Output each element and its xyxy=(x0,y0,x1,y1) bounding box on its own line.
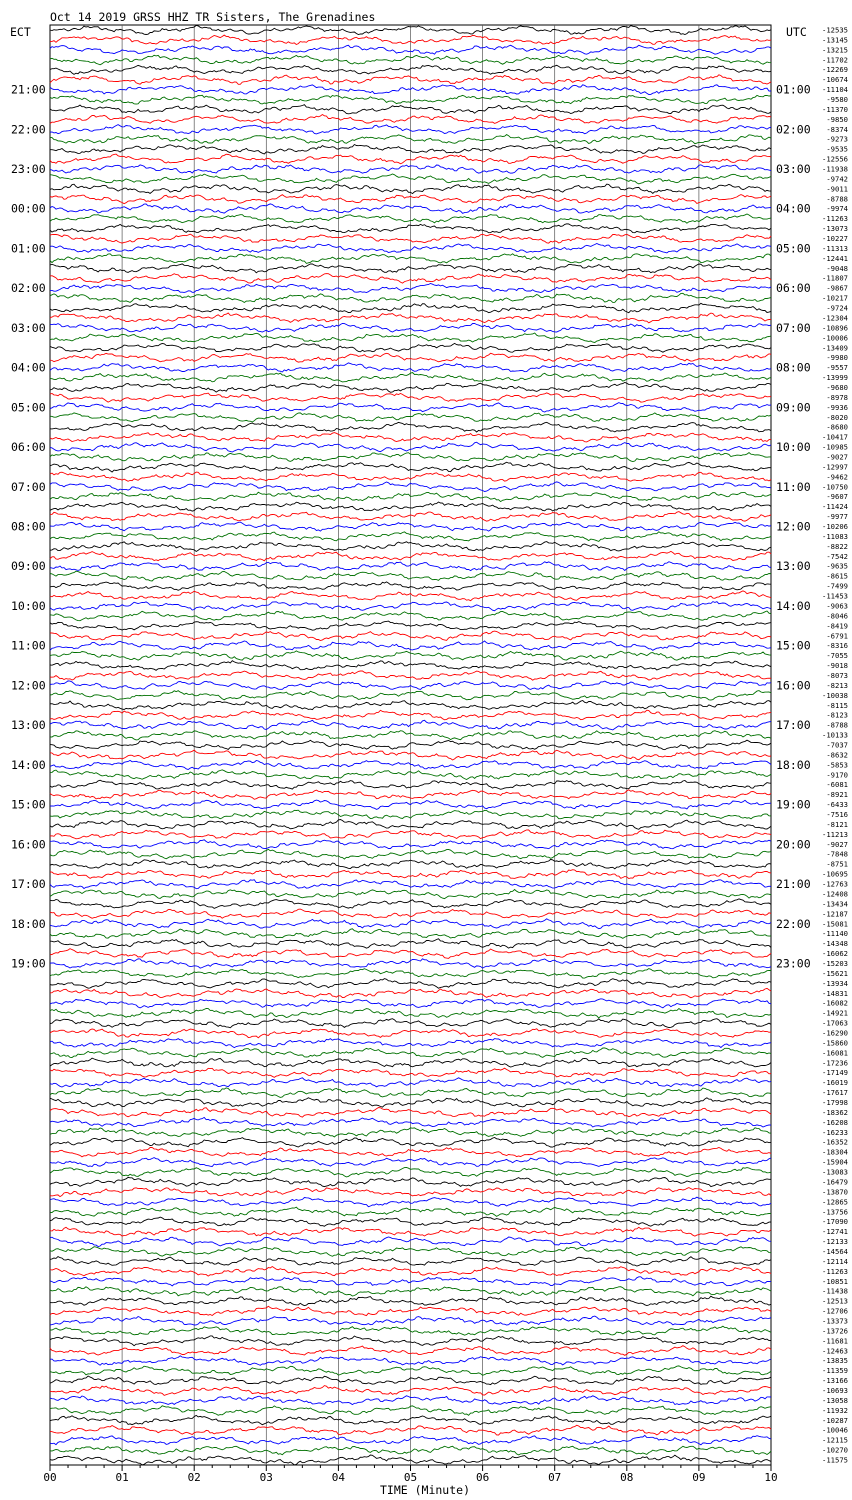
row-value-label: -12441 xyxy=(822,253,848,263)
row-value-label: -16233 xyxy=(822,1127,848,1137)
x-tick-label: 00 xyxy=(43,1471,57,1484)
row-value-label: -8020 xyxy=(826,412,848,422)
row-value-label: -11104 xyxy=(822,85,848,95)
left-time-label: 23:00 xyxy=(11,162,46,176)
row-value-label: -12304 xyxy=(822,313,848,323)
row-value-label: -16082 xyxy=(822,998,848,1008)
row-value-label: -8680 xyxy=(826,422,848,432)
row-value-label: -8374 xyxy=(826,124,848,134)
row-value-label: -13934 xyxy=(822,978,848,988)
row-value-label: -17617 xyxy=(822,1088,848,1098)
row-value-label: -12463 xyxy=(822,1346,848,1356)
row-value-label: -16479 xyxy=(822,1177,848,1187)
row-value-label: -5853 xyxy=(826,760,848,770)
row-value-label: -16062 xyxy=(822,949,848,959)
left-time-label: 19:00 xyxy=(11,956,46,971)
row-value-label: -18304 xyxy=(822,1147,848,1157)
row-value-label: -10038 xyxy=(822,690,848,700)
row-value-label: -13756 xyxy=(822,1207,848,1217)
row-value-label: -11938 xyxy=(822,164,848,174)
row-value-label: -9867 xyxy=(826,283,848,293)
row-value-label: -14348 xyxy=(822,939,848,949)
right-time-label: 17:00 xyxy=(776,718,811,733)
row-value-label: -11140 xyxy=(822,929,848,939)
row-value-label: -16208 xyxy=(822,1117,848,1127)
row-value-label: -15904 xyxy=(822,1157,848,1167)
row-value-label: -11932 xyxy=(822,1405,848,1415)
row-value-label: -10985 xyxy=(822,442,848,452)
row-value-label: -13434 xyxy=(822,899,848,909)
row-value-label: -12556 xyxy=(822,154,848,164)
row-value-label: -17063 xyxy=(822,1018,848,1028)
x-tick-label: 02 xyxy=(187,1471,201,1484)
row-value-label: -6433 xyxy=(826,800,848,810)
row-value-label: -11807 xyxy=(822,273,848,283)
row-value-label: -9580 xyxy=(826,94,848,104)
row-value-label: -12763 xyxy=(822,879,848,889)
x-tick-label: 05 xyxy=(403,1471,418,1484)
row-value-label: -17090 xyxy=(822,1217,848,1227)
row-value-label: -8822 xyxy=(826,541,848,551)
row-value-label: -13083 xyxy=(822,1167,848,1177)
row-value-label: -9027 xyxy=(826,452,848,462)
row-value-label: -9936 xyxy=(826,402,848,412)
row-value-label: -8751 xyxy=(826,859,848,869)
row-value-label: -10750 xyxy=(822,482,848,492)
row-value-label: -8073 xyxy=(826,670,848,680)
row-value-label: -11575 xyxy=(822,1455,848,1465)
right-time-label: 15:00 xyxy=(776,638,811,653)
right-time-label: 11:00 xyxy=(776,479,811,494)
row-value-label: -7516 xyxy=(826,810,848,820)
row-value-label: -11359 xyxy=(822,1366,848,1376)
right-time-label: 07:00 xyxy=(776,320,811,335)
row-value-label: -7037 xyxy=(826,740,848,750)
row-value-label: -12997 xyxy=(822,462,848,472)
row-value-label: -10133 xyxy=(822,730,848,740)
row-value-label: -11263 xyxy=(822,214,848,224)
left-time-label: 08:00 xyxy=(11,519,46,534)
row-value-label: -8046 xyxy=(826,611,848,621)
left-timezone-label: ECT xyxy=(10,25,31,39)
x-tick-label: 09 xyxy=(692,1471,706,1484)
right-time-label: 01:00 xyxy=(776,82,811,97)
left-time-label: 04:00 xyxy=(11,360,46,375)
row-value-label: -13870 xyxy=(822,1187,848,1197)
right-time-label: 06:00 xyxy=(776,281,811,296)
row-value-label: -13835 xyxy=(822,1356,848,1366)
row-value-label: -11453 xyxy=(822,591,848,601)
row-value-label: -8978 xyxy=(826,392,848,402)
row-value-label: -9011 xyxy=(826,184,848,194)
row-value-label: -13166 xyxy=(822,1376,848,1386)
row-value-label: -9557 xyxy=(826,363,848,373)
row-value-label: -11681 xyxy=(822,1336,848,1346)
right-time-label: 08:00 xyxy=(776,360,811,375)
row-value-label: -9535 xyxy=(826,144,848,154)
row-value-label: -7499 xyxy=(826,581,848,591)
right-time-label: 20:00 xyxy=(776,837,811,852)
row-value-label: -13058 xyxy=(822,1395,848,1405)
right-time-label: 02:00 xyxy=(776,122,811,137)
row-value-label: -15081 xyxy=(822,919,848,929)
row-value-label: -10270 xyxy=(822,1445,848,1455)
row-value-label: -12865 xyxy=(822,1197,848,1207)
row-value-label: -8921 xyxy=(826,790,848,800)
x-tick-label: 08 xyxy=(620,1471,634,1484)
left-time-label: 13:00 xyxy=(11,718,46,733)
left-time-label: 03:00 xyxy=(11,320,46,335)
right-time-label: 23:00 xyxy=(776,956,811,971)
row-value-label: -10006 xyxy=(822,333,848,343)
row-value-label: -10896 xyxy=(822,323,848,333)
row-value-label: -8121 xyxy=(826,819,848,829)
row-value-label: -13726 xyxy=(822,1326,848,1336)
left-time-label: 05:00 xyxy=(11,400,46,415)
row-value-label: -9980 xyxy=(826,353,848,363)
row-value-label: -9974 xyxy=(826,204,848,214)
left-time-label: 11:00 xyxy=(11,638,46,653)
row-value-label: -8115 xyxy=(826,700,848,710)
left-time-label: 18:00 xyxy=(11,916,46,931)
row-value-label: -8615 xyxy=(826,571,848,581)
row-value-label: -10851 xyxy=(822,1276,848,1286)
right-time-label: 22:00 xyxy=(776,916,811,931)
row-value-label: -12269 xyxy=(822,65,848,75)
row-value-label: -14831 xyxy=(822,988,848,998)
row-value-label: -9724 xyxy=(826,303,848,313)
row-value-label: -15621 xyxy=(822,968,848,978)
row-value-label: -12408 xyxy=(822,889,848,899)
row-value-label: -15860 xyxy=(822,1038,848,1048)
right-time-label: 10:00 xyxy=(776,440,811,455)
row-value-label: -10695 xyxy=(822,869,848,879)
row-value-label: -9027 xyxy=(826,839,848,849)
x-tick-label: 01 xyxy=(115,1471,129,1484)
row-value-label: -11313 xyxy=(822,243,848,253)
left-time-label: 02:00 xyxy=(11,281,46,296)
row-value-label: -17998 xyxy=(822,1098,848,1108)
left-time-labels xyxy=(11,83,46,971)
row-value-label: -10206 xyxy=(822,522,848,532)
left-time-label: 09:00 xyxy=(11,559,46,574)
row-value-label: -17236 xyxy=(822,1058,848,1068)
left-time-label: 15:00 xyxy=(11,797,46,812)
row-value-label: -8788 xyxy=(826,194,848,204)
row-value-label: -16081 xyxy=(822,1048,848,1058)
x-axis-ticks xyxy=(43,1465,777,1484)
row-value-label: -9063 xyxy=(826,601,848,611)
right-time-label: 16:00 xyxy=(776,678,811,693)
row-value-label: -16352 xyxy=(822,1137,848,1147)
row-value-label: -8632 xyxy=(826,750,848,760)
row-value-label: -11702 xyxy=(822,55,848,65)
right-time-label: 19:00 xyxy=(776,797,811,812)
row-value-label: -10287 xyxy=(822,1415,848,1425)
x-tick-label: 03 xyxy=(259,1471,273,1484)
row-value-label: -12706 xyxy=(822,1306,848,1316)
row-value-label: -10217 xyxy=(822,293,848,303)
row-value-label: -13073 xyxy=(822,224,848,234)
row-value-label: -12114 xyxy=(822,1256,848,1266)
row-value-label: -12535 xyxy=(822,25,848,35)
row-value-label: -14564 xyxy=(822,1246,848,1256)
row-value-label: -13999 xyxy=(822,373,848,383)
row-value-label: -9462 xyxy=(826,472,848,482)
row-value-label: -11370 xyxy=(822,104,848,114)
right-time-label: 18:00 xyxy=(776,757,811,772)
x-tick-label: 06 xyxy=(475,1471,490,1484)
row-value-label: -9850 xyxy=(826,114,848,124)
row-value-label: -8213 xyxy=(826,680,848,690)
row-value-label: -12741 xyxy=(822,1227,848,1237)
row-value-label: -11083 xyxy=(822,531,848,541)
row-value-label: -13145 xyxy=(822,35,848,45)
row-value-label: -11438 xyxy=(822,1286,848,1296)
row-value-label: -18362 xyxy=(822,1107,848,1117)
row-value-label: -13409 xyxy=(822,343,848,353)
row-value-labels xyxy=(822,25,848,1464)
row-value-label: -9018 xyxy=(826,661,848,671)
row-value-label: -12115 xyxy=(822,1435,848,1445)
row-value-label: -10417 xyxy=(822,432,848,442)
row-value-label: -15203 xyxy=(822,958,848,968)
x-axis-label: TIME (Minute) xyxy=(379,1483,471,1497)
row-value-label: -12133 xyxy=(822,1237,848,1247)
row-value-label: -8788 xyxy=(826,720,848,730)
row-value-label: -17149 xyxy=(822,1068,848,1078)
row-value-label: -13373 xyxy=(822,1316,848,1326)
x-tick-label: 04 xyxy=(331,1471,346,1484)
row-value-label: -9635 xyxy=(826,561,848,571)
row-value-label: -16019 xyxy=(822,1078,848,1088)
row-value-label: -9742 xyxy=(826,174,848,184)
right-time-label: 13:00 xyxy=(776,559,811,574)
left-time-label: 22:00 xyxy=(11,122,46,137)
row-value-label: -7848 xyxy=(826,849,848,859)
row-value-label: -9273 xyxy=(826,134,848,144)
left-time-label: 00:00 xyxy=(11,201,46,216)
row-value-label: -11424 xyxy=(822,502,848,512)
row-value-label: -8419 xyxy=(826,621,848,631)
left-time-label: 17:00 xyxy=(11,877,46,892)
row-value-label: -6791 xyxy=(826,631,848,641)
right-time-label: 09:00 xyxy=(776,400,811,415)
row-value-label: -12187 xyxy=(822,909,848,919)
left-time-label: 07:00 xyxy=(11,479,46,494)
row-value-label: -8123 xyxy=(826,710,848,720)
row-value-label: -7542 xyxy=(826,551,848,561)
row-value-label: -9680 xyxy=(826,382,848,392)
row-value-label: -10693 xyxy=(822,1386,848,1396)
right-time-labels xyxy=(776,83,811,971)
row-value-label: -11213 xyxy=(822,829,848,839)
left-time-label: 14:00 xyxy=(11,757,46,772)
right-time-label: 05:00 xyxy=(776,241,811,256)
row-value-label: -10227 xyxy=(822,234,848,244)
row-value-label: -14921 xyxy=(822,1008,848,1018)
chart-title: Oct 14 2019 GRSS HHZ TR Sisters, The Grenadines xyxy=(50,10,376,24)
row-value-label: -13215 xyxy=(822,45,848,55)
row-value-label: -7055 xyxy=(826,651,848,661)
left-time-label: 06:00 xyxy=(11,440,46,455)
right-time-label: 21:00 xyxy=(776,877,811,892)
row-value-label: -9048 xyxy=(826,263,848,273)
row-value-label: -11263 xyxy=(822,1266,848,1276)
right-time-label: 12:00 xyxy=(776,519,811,534)
x-tick-label: 07 xyxy=(548,1471,562,1484)
left-time-label: 16:00 xyxy=(11,837,46,852)
row-value-label: -8316 xyxy=(826,641,848,651)
row-value-label: -6081 xyxy=(826,780,848,790)
row-value-label: -10046 xyxy=(822,1425,848,1435)
row-value-label: -9170 xyxy=(826,770,848,780)
left-time-label: 01:00 xyxy=(11,241,46,256)
row-value-label: -9977 xyxy=(826,512,848,522)
x-tick-label: 10 xyxy=(764,1471,778,1484)
right-timezone-label: UTC xyxy=(786,25,807,39)
left-time-label: 21:00 xyxy=(11,82,46,97)
row-value-label: -12513 xyxy=(822,1296,848,1306)
left-time-label: 12:00 xyxy=(11,678,46,693)
left-time-label: 10:00 xyxy=(11,598,46,613)
row-value-label: -9607 xyxy=(826,492,848,502)
right-time-label: 14:00 xyxy=(776,598,811,613)
right-time-label: 03:00 xyxy=(776,162,811,176)
row-value-label: -16290 xyxy=(822,1028,848,1038)
right-time-label: 04:00 xyxy=(776,201,811,216)
row-value-label: -10674 xyxy=(822,75,848,85)
